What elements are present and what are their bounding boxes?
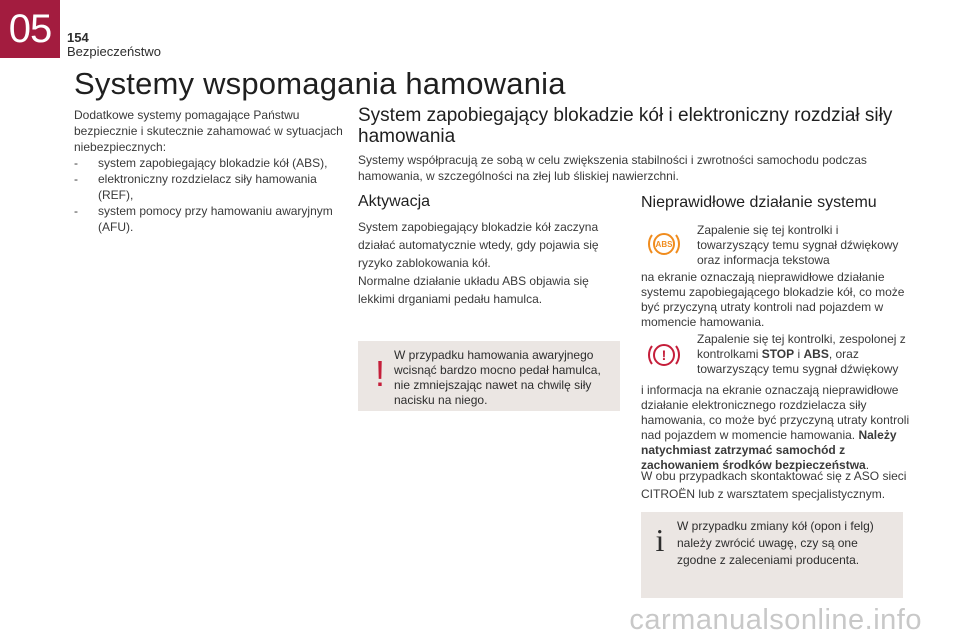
list-item: - system pomocy przy hamowaniu awaryjnym (AFU). xyxy=(74,203,344,235)
info-note xyxy=(641,512,903,598)
ref-malfunction-text xyxy=(641,383,911,473)
chapter-name: Bezpieczeństwo xyxy=(67,44,161,59)
activation-column xyxy=(358,194,608,308)
intro-text: Dodatkowe systemy pomagające Państwu bezpiecznie i skutecznie zahamować w sytuacjach niebezpiecznych: xyxy=(74,108,343,154)
list-item: - elektroniczny rozdzielacz siły hamowania (REF), xyxy=(74,171,344,203)
exclamation-icon: ! xyxy=(374,353,385,394)
abs-lamp-caption: Zapalenie się tej kontrolki i towarzyszący temu sygnał dźwiękowy oraz informacja tekstowa xyxy=(697,223,899,267)
page-number: 154 xyxy=(67,30,89,45)
info-icon: i xyxy=(655,522,665,558)
brake-lamp-caption-and: i xyxy=(794,347,804,361)
chapter-tab: 05 xyxy=(0,0,60,58)
abs-lamp-graphic xyxy=(646,226,682,262)
systems-list xyxy=(74,155,344,235)
warning-note-text: W przypadku hamowania awaryjnego wcisnąć bardzo mocno pedał hamulca, nie zmniejszając nawet na chwilę siły nacisku na niego. xyxy=(394,348,601,407)
activation-paragraph: System zapobiegający blokadzie kół zaczyna działać automatycznie wtedy, gdy pojawia się ryzyko zablokowania kół. xyxy=(358,220,599,270)
abs-malfunction-text: na ekranie oznaczają nieprawidłowe działanie systemu zapobiegającego blokadzie kół, co może być przyczyną utraty kontroli nad pojazdem w momencie hamowania. xyxy=(641,270,905,329)
brake-lamp-caption-a: Zapalenie się tej kontrolki, zespolonej z kontrolkami xyxy=(697,332,906,361)
watermark: carmanualsonline.info xyxy=(629,604,922,636)
abs-warning-lamp-icon xyxy=(646,226,682,262)
malfunction-title: Nieprawidłowe działanie systemu xyxy=(641,194,877,211)
ref-malfunction-body: i informacja na ekranie oznaczają nieprawidłowe działanie elektronicznego rozdzielacza siły hamowania, co może być przyczyną utraty kontroli nad pojazdem w momencie hamowania. xyxy=(641,383,910,442)
list-item: - system zapobiegający blokadzie kół (ABS), xyxy=(74,155,344,171)
page-title: Systemy wspomagania hamowania xyxy=(74,66,566,101)
brake-warning-lamp-icon xyxy=(646,337,682,373)
activation-title: Aktywacja xyxy=(358,193,431,210)
brake-lamp-caption-b: , oraz towarzyszący temu sygnał dźwiękowy xyxy=(697,347,899,376)
brake-lamp-graphic xyxy=(646,337,682,373)
section-intro: Systemy współpracują ze sobą w celu zwiększenia stabilności i zwrotności samochodu podczas hamowania, w szczególności na złej lub śliskiej nawierzchni. xyxy=(358,153,867,183)
activation-paragraph: Normalne działanie układu ABS objawia się lekkimi drganiami pedału hamulca. xyxy=(358,274,589,306)
section-title: System zapobiegający blokadzie kół i elektroniczny rozdział siły hamowania xyxy=(358,105,893,147)
intro-column xyxy=(74,107,344,235)
brake-lamp-label: ! xyxy=(661,347,667,363)
info-note-text: W przypadku zmiany kół (opon i felg) należy zwrócić uwagę, czy są one zgodne z zaleceniami producenta. xyxy=(677,519,874,567)
brake-lamp-caption xyxy=(697,332,909,377)
warning-note xyxy=(358,341,620,411)
stop-instruction-end: . xyxy=(865,458,870,472)
abs-lamp-label: ABS xyxy=(655,240,673,249)
stop-instruction: Należy natychmiast zatrzymać samochód z zachowaniem środków bezpieczeństwa xyxy=(641,428,897,472)
stop-keyword: STOP xyxy=(761,347,795,361)
abs-keyword: ABS xyxy=(803,347,829,361)
contact-dealer-text: W obu przypadkach skontaktować się z ASO sieci CITROËN lub z warsztatem specjalistycznym. xyxy=(641,469,907,501)
